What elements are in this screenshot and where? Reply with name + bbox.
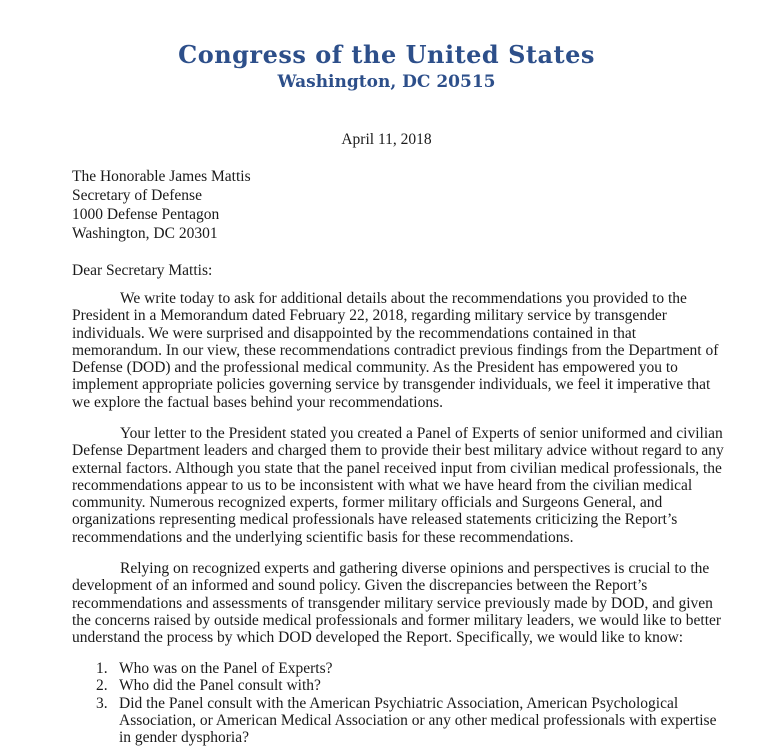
paragraph-line: the concerns raised by outside medical professionals and former military leaders, we would like to better [72, 611, 722, 629]
list-item-text: Who did the Panel consult with? [119, 677, 321, 695]
paragraph-3 [72, 560, 722, 647]
salutation: Dear Secretary Mattis: [72, 262, 213, 279]
letterhead-subtitle: Washington, DC 20515 [277, 72, 496, 92]
recipient-address-line-2: Washington, DC 20301 [72, 225, 218, 242]
list-item-number: 2. [96, 677, 108, 695]
paragraph-line: development of an informed and sound policy. Given the discrepancies between the Report’s [72, 577, 648, 595]
list-item [96, 660, 716, 677]
list-item-number: 3. [96, 694, 108, 712]
list-item [96, 677, 716, 694]
paragraph-line: understand the process by which DOD developed the Report. Specifically, we would like to know: [72, 629, 684, 647]
list-item-text: Did the Panel consult with the American Psychiatric Association, American Psychological [119, 694, 679, 712]
paragraph-line: Your letter to the President stated you created a Panel of Experts of senior uniformed and civilian [120, 425, 723, 442]
paragraph-line: implement appropriate policies governing service by transgender individuals, we feel it imperative that [72, 376, 711, 394]
paragraph-line: Defense Department leaders and charged them to provide their best military advice without regard to any [72, 442, 724, 460]
paragraph-line: external factors. Although you state that the panel received input from civilian medical professionals, the [72, 459, 722, 477]
paragraph-line: President in a Memorandum dated February 22, 2018, regarding military service by transgender [72, 307, 667, 325]
paragraph-line: we explore the factual bases behind your recommendations. [72, 393, 444, 411]
paragraph-line: organizations representing medical professionals have released statements criticizing the Report’s [72, 511, 678, 529]
paragraph-line: recommendations and the underlying scientific basis for these recommendations. [72, 528, 574, 546]
paragraph-line: recommendations and assessments of transgender military service previously made by DOD, and given [72, 594, 713, 612]
list-item-text: Association, or American Medical Association or any other medical professionals with expertise [119, 711, 717, 729]
list-item-text: Who was on the Panel of Experts? [119, 660, 333, 677]
list-item-number: 1. [96, 660, 108, 677]
paragraph-line: recommendations appear to us to be inconsistent with what we have heard from the civilian medical [72, 476, 693, 494]
letterhead-title: Congress of the United States [178, 40, 595, 69]
letterhead [0, 40, 773, 94]
paragraph-line: We write today to ask for additional details about the recommendations you provided to the [120, 290, 687, 307]
recipient-address [72, 167, 251, 243]
question-list [96, 660, 716, 746]
letter-date: April 11, 2018 [341, 131, 432, 148]
paragraph-2 [72, 425, 724, 546]
recipient-address-line-1: 1000 Defense Pentagon [72, 206, 220, 223]
paragraph-line: Relying on recognized experts and gathering diverse opinions and perspectives is crucial to the [120, 560, 710, 577]
recipient-title: Secretary of Defense [72, 187, 202, 204]
paragraph-line: memorandum. In our view, these recommendations contradict previous findings from the Department of [72, 341, 719, 359]
paragraph-1 [72, 290, 717, 411]
list-item-text: in gender dysphoria? [119, 729, 249, 746]
list-item [96, 695, 716, 746]
paragraph-line: community. Numerous recognized experts, former military officials and Surgeons General, and [72, 494, 663, 512]
recipient-name: The Honorable James Mattis [72, 168, 251, 185]
paragraph-line: Defense (DOD) and the professional medical community. As the President has empowered you to [72, 359, 678, 377]
paragraph-line: individuals. We were surprised and disappointed by the recommendations contained in that [72, 324, 637, 342]
